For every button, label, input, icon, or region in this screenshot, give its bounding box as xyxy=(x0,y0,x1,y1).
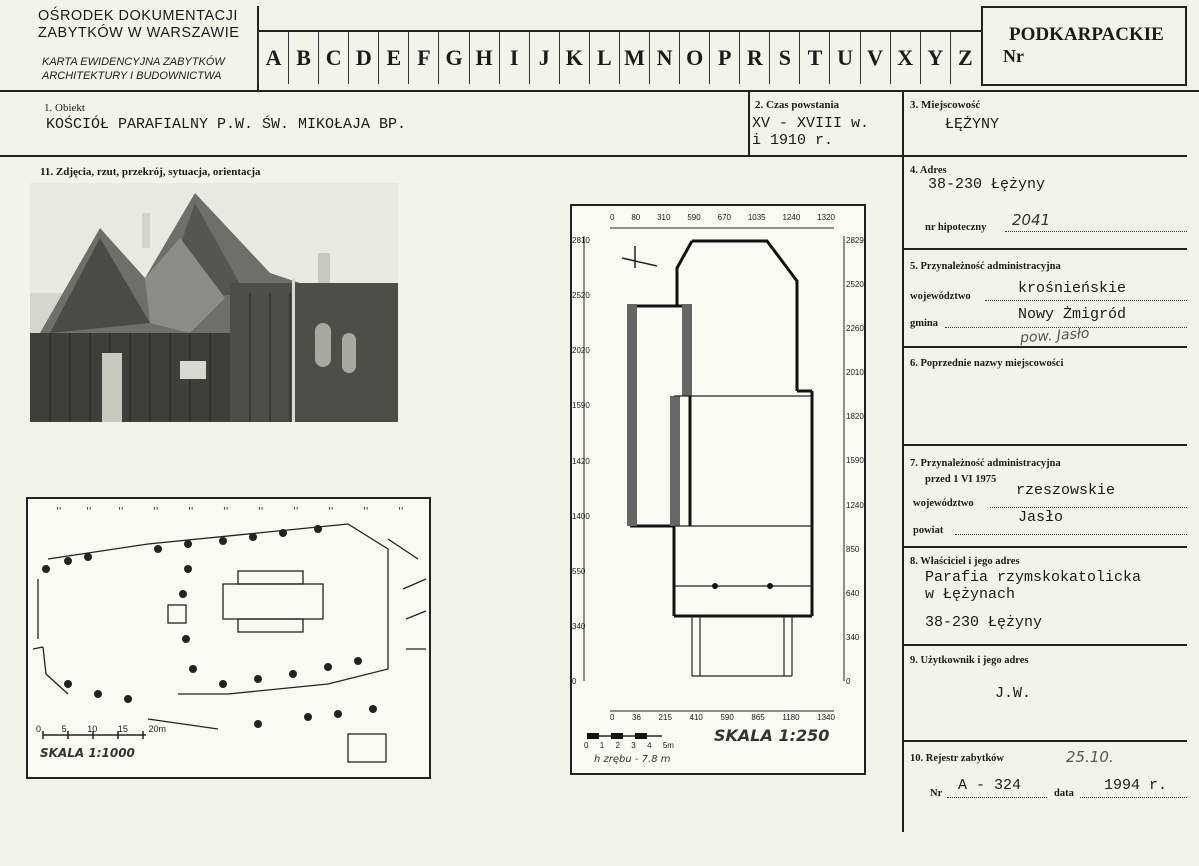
index-letters xyxy=(258,32,980,84)
site-scale-tick: 5 xyxy=(61,724,67,734)
church-photo-graphic xyxy=(30,183,398,422)
svg-text:'': '' xyxy=(153,506,159,517)
rejestr-nr-label: Nr xyxy=(930,788,943,799)
region-nr: Nr xyxy=(1003,46,1024,66)
dotted-line xyxy=(947,797,1047,798)
floor-scale-tick: 5m xyxy=(662,741,674,750)
rejestr-data-label: data xyxy=(1054,788,1074,799)
svg-text:'': '' xyxy=(398,506,404,517)
miejsc-value: ŁĘŻYNY xyxy=(945,116,1000,133)
floor-dim-bottom: 36 xyxy=(632,713,641,722)
floor-right-dims xyxy=(846,236,864,686)
wlasc-label: 8. Właściciel i jego adres xyxy=(910,556,1020,567)
floor-scale-tick: 0 xyxy=(584,741,589,750)
przed-label: przed 1 VI 1975 xyxy=(925,474,997,485)
floor-dim-bottom: 865 xyxy=(751,713,765,722)
floor-plan xyxy=(570,204,866,775)
floor-dim-top: 670 xyxy=(717,213,731,222)
svg-text:'': '' xyxy=(328,506,334,517)
index-letter-e: E xyxy=(378,32,408,84)
floor-scale-ticks xyxy=(584,741,674,750)
index-letter-a: A xyxy=(258,32,288,84)
floor-dim-bottom: 215 xyxy=(658,713,672,722)
divider xyxy=(902,546,1187,548)
svg-text:'': '' xyxy=(363,506,369,517)
floor-dim-left: 1400 xyxy=(572,511,590,521)
floor-dim-left: 2520 xyxy=(572,291,590,301)
floor-dim-right: 0 xyxy=(846,676,851,686)
floor-dim-right: 2520 xyxy=(846,280,864,290)
woj-value: krośnieńskie xyxy=(1018,280,1127,297)
adres-value: 38-230 Łężyny xyxy=(928,176,1046,193)
divider xyxy=(748,90,750,156)
site-scale-tick: 10 xyxy=(87,724,98,734)
wlasc-value: Parafia rzymskokatolicka w Łężynach xyxy=(925,569,1142,603)
floor-dim-bottom: 0 xyxy=(610,713,615,722)
floor-dim-bottom: 410 xyxy=(689,713,703,722)
svg-text:'': '' xyxy=(258,506,264,517)
floor-dim-top: 1240 xyxy=(782,213,801,222)
site-plan xyxy=(26,497,431,779)
floor-dim-top: 1320 xyxy=(817,213,835,222)
przyn-label: 5. Przynależność administracyjna xyxy=(910,261,1061,272)
floor-scale-label: SKALA 1:250 xyxy=(714,726,830,745)
floor-dim-right: 2829 xyxy=(846,236,864,245)
floor-dim-right: 2010 xyxy=(846,368,864,378)
gmina-note: pow. Jasło xyxy=(1019,325,1090,347)
floor-plan-drawing xyxy=(572,206,864,773)
index-letter-s: S xyxy=(769,32,799,84)
floor-dim-top: 310 xyxy=(657,213,671,222)
woj2-label: województwo xyxy=(913,498,974,509)
site-scale-label: SKALA 1:1000 xyxy=(40,746,135,760)
rejestr-nr-value: A - 324 xyxy=(958,777,1022,794)
index-letter-l: L xyxy=(589,32,619,84)
floor-dim-top: 0 xyxy=(610,213,615,222)
svg-text:'': '' xyxy=(223,506,229,517)
floor-dim-left: 1420 xyxy=(572,456,590,466)
index-letter-h: H xyxy=(469,32,499,84)
index-letter-p: P xyxy=(709,32,739,84)
floor-dim-right: 1820 xyxy=(846,412,864,422)
powiat-label: powiat xyxy=(913,525,944,536)
dotted-line xyxy=(955,534,1187,535)
floor-scale-tick: 2 xyxy=(615,741,620,750)
floor-dim-left: 2810 xyxy=(572,236,590,245)
poprz-label: 6. Poprzednie nazwy miejscowości xyxy=(910,358,1064,369)
rejestr-note: 25.10. xyxy=(1066,748,1114,766)
zdjecia-label: 11. Zdjęcia, rzut, przekrój, sytuacja, orientacja xyxy=(40,166,261,178)
index-letter-f: F xyxy=(408,32,438,84)
woj2-value: rzeszowskie xyxy=(1016,482,1116,499)
index-letter-m: M xyxy=(619,32,649,84)
adres-label: 4. Adres xyxy=(910,165,947,176)
index-letter-z: Z xyxy=(950,32,980,84)
floor-top-dims xyxy=(610,213,835,222)
floor-scale-tick: 1 xyxy=(599,741,605,750)
site-scale-tick: 15 xyxy=(117,724,128,734)
floor-bottom-dims xyxy=(610,713,835,722)
floor-dim-left: 2020 xyxy=(572,346,590,356)
miejsc-label: 3. Miejscowość xyxy=(910,99,981,111)
floor-dim-bottom: 1340 xyxy=(817,713,835,722)
svg-text:'': '' xyxy=(118,506,124,517)
floor-scale-tick: 4 xyxy=(647,741,652,750)
index-letter-o: O xyxy=(679,32,709,84)
obiekt-label: 1. Obiekt xyxy=(44,102,85,114)
index-letter-y: Y xyxy=(920,32,950,84)
floor-dim-top: 1035 xyxy=(747,213,766,222)
church-photo xyxy=(30,183,398,422)
divider xyxy=(0,90,1199,92)
rejestr-data-value: 1994 r. xyxy=(1104,777,1168,794)
index-letter-v: V xyxy=(860,32,890,84)
uzytk-value: J.W. xyxy=(995,685,1032,702)
dotted-line xyxy=(990,507,1187,508)
floor-dim-bottom: 1180 xyxy=(782,713,800,722)
index-letter-n: N xyxy=(649,32,679,84)
index-letter-u: U xyxy=(829,32,859,84)
index-letter-r: R xyxy=(739,32,769,84)
obiekt-value: KOŚCIÓŁ PARAFIALNY P.W. ŚW. MIKOŁAJA BP. xyxy=(46,116,407,133)
gmina-value: Nowy Żmigród xyxy=(1018,306,1127,323)
svg-text:'': '' xyxy=(86,506,92,517)
floor-dim-left: 1590 xyxy=(572,401,590,411)
powiat-value: Jasło xyxy=(1018,509,1064,526)
rejestr-label: 10. Rejestr zabytków xyxy=(910,753,1004,764)
floor-dim-right: 640 xyxy=(846,588,860,598)
czas-label: 2. Czas powstania xyxy=(755,99,840,111)
index-letter-g: G xyxy=(438,32,468,84)
index-letter-c: C xyxy=(318,32,348,84)
svg-text:'': '' xyxy=(56,506,62,517)
przyn2-label: 7. Przynależność administracyjna xyxy=(910,458,1061,469)
region-box xyxy=(981,6,1187,86)
divider xyxy=(0,155,1187,157)
czas-value: XV - XVIII w. i 1910 r. xyxy=(752,115,870,149)
svg-text:'': '' xyxy=(188,506,194,517)
floor-dim-right: 2260 xyxy=(846,324,864,334)
divider xyxy=(902,90,904,832)
dotted-line xyxy=(985,300,1187,301)
svg-text:'': '' xyxy=(293,506,299,517)
floor-dim-left: 0 xyxy=(572,677,577,686)
floor-dim-right: 1590 xyxy=(846,456,864,466)
hipoteczny-value: 2041 xyxy=(1012,211,1051,229)
index-letter-x: X xyxy=(890,32,920,84)
index-letter-k: K xyxy=(559,32,589,84)
dotted-line xyxy=(1005,231,1187,232)
org-name: OŚRODEK DOKUMENTACJI ZABYTKÓW W WARSZAWIE xyxy=(38,8,240,41)
floor-scale-tick: 3 xyxy=(631,741,636,750)
floor-dim-top: 80 xyxy=(631,213,641,222)
region-name: PODKARPACKIE xyxy=(1009,24,1164,45)
floor-dim-right: 850 xyxy=(846,544,860,554)
dotted-line xyxy=(1080,797,1187,798)
floor-height-note: h zrębu - 7.8 m xyxy=(594,754,671,765)
floor-dim-top: 590 xyxy=(687,213,701,222)
site-plan-drawing xyxy=(28,499,429,777)
woj-label: województwo xyxy=(910,291,971,302)
index-letter-t: T xyxy=(799,32,829,84)
site-scale-tick: 20m xyxy=(148,724,166,734)
uzytk-label: 9. Użytkownik i jego adres xyxy=(910,655,1029,666)
floor-dim-left: 340 xyxy=(572,621,586,631)
index-letter-j: J xyxy=(529,32,559,84)
divider xyxy=(902,740,1187,742)
divider xyxy=(902,248,1187,250)
index-letter-d: D xyxy=(348,32,378,84)
divider xyxy=(902,644,1187,646)
index-letter-b: B xyxy=(288,32,318,84)
divider xyxy=(902,444,1187,446)
hipoteczny-label: nr hipoteczny xyxy=(925,222,987,233)
card-type: KARTA EWIDENCYJNA ZABYTKÓW ARCHITEKTURY I BUDOWNICTWA xyxy=(42,56,225,82)
floor-dim-left: 550 xyxy=(572,566,586,576)
gmina-label: gmina xyxy=(910,318,939,329)
index-letter-i: I xyxy=(499,32,529,84)
site-scale-tick: 0 xyxy=(36,724,42,734)
floor-left-dims xyxy=(572,236,590,686)
site-scale-ticks xyxy=(36,724,166,734)
divider xyxy=(902,346,1187,348)
floor-dim-right: 340 xyxy=(846,632,860,642)
floor-dim-bottom: 590 xyxy=(720,713,734,722)
wlasc-address: 38-230 Łężyny xyxy=(925,614,1043,631)
floor-dim-right: 1240 xyxy=(846,500,864,510)
